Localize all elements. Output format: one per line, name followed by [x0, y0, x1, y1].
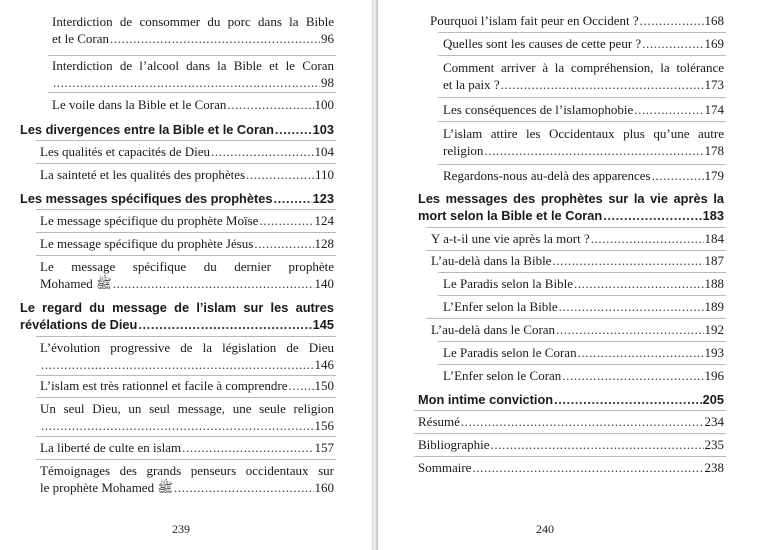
- dot-leader: [634, 102, 703, 119]
- toc-entry: [443, 60, 724, 93]
- toc-entry-text: Les divergences entre la Bible et le Coran: [20, 122, 274, 137]
- toc-entry-page: 104: [314, 144, 334, 159]
- toc-entry-cont: religion: [443, 142, 484, 158]
- toc-entry-page: 192: [704, 322, 724, 337]
- toc-entry-page: 184: [704, 231, 724, 246]
- toc-entry: [418, 414, 724, 431]
- toc-entry-page: 98: [321, 74, 334, 90]
- separator-line: [36, 459, 336, 460]
- toc-entry: [443, 368, 724, 385]
- toc-entry-text: Le message spécifique du dernier prophète: [40, 259, 334, 274]
- dot-leader: [174, 480, 313, 497]
- dot-leader: [41, 357, 314, 374]
- toc-entry-text: Comment arriver à la compréhension, la tolérance: [443, 60, 724, 75]
- toc-section-heading: [418, 190, 724, 224]
- dot-leader: [652, 168, 704, 185]
- toc-entry: [431, 253, 724, 270]
- toc-entry-page: 234: [704, 414, 724, 429]
- toc-entry-text: Interdiction de consommer du porc dans la Bible: [52, 14, 334, 29]
- toc-entry-page: 128: [314, 236, 334, 251]
- toc-entry-text: Témoignages des grands penseurs occidentaux sur: [40, 463, 334, 478]
- toc-entry: [40, 144, 334, 161]
- toc-entry: [431, 322, 724, 339]
- toc-entry-cont: Mohamed ﷺ: [40, 275, 112, 291]
- dot-leader: [491, 437, 704, 454]
- toc-entry: [40, 259, 334, 292]
- toc-entry-page: 183: [702, 208, 724, 223]
- separator-line: [48, 92, 336, 93]
- toc-section-heading: [20, 190, 334, 207]
- toc-entry-page: 150: [314, 378, 334, 393]
- toc-entry: [40, 167, 334, 184]
- toc-entry: [430, 13, 724, 30]
- separator-line: [414, 433, 726, 434]
- toc-entry-text: La sainteté et les qualités des prophètes: [40, 167, 246, 182]
- toc-entry: [443, 299, 724, 316]
- toc-entry: [443, 168, 724, 185]
- toc-entry-text: La liberté de culte en islam: [40, 440, 182, 455]
- toc-entry: [52, 14, 334, 47]
- toc-entry-text: Regardons-nous au-delà des apparences: [443, 168, 651, 183]
- toc-entry-text: Le regard du message de l’islam sur les autres: [20, 300, 334, 315]
- separator-line: [438, 364, 726, 365]
- toc-entry-text: Les messages des prophètes sur la vie après la: [418, 191, 724, 206]
- toc-entry-cont: et le Coran: [52, 30, 110, 46]
- toc-entry-page: 173: [704, 76, 724, 92]
- toc-entry: [443, 345, 724, 362]
- dot-leader: [556, 322, 703, 339]
- separator-line: [414, 456, 726, 457]
- toc-entry-text: Les messages spécifiques des prophètes: [20, 191, 273, 206]
- dot-leader: [574, 276, 704, 293]
- toc-entry-page: 187: [704, 253, 724, 268]
- left-page: [0, 0, 372, 550]
- toc-entry-page: 235: [704, 437, 724, 452]
- toc-entry-text: L’islam attire les Occidentaux plus qu’une autre: [443, 126, 724, 141]
- dot-leader: [289, 378, 314, 395]
- toc-entry-page: 178: [704, 142, 724, 158]
- dot-leader: [578, 345, 704, 362]
- toc-entry-page: 193: [704, 345, 724, 360]
- separator-line: [36, 255, 336, 256]
- separator-line: [426, 250, 726, 251]
- toc-entry-text: Bibliographie: [418, 437, 490, 452]
- separator-line: [438, 97, 726, 98]
- dot-leader: [562, 368, 703, 385]
- toc-entry-page: 238: [704, 460, 724, 475]
- dot-leader: [113, 276, 314, 293]
- toc-entry-page: 168: [704, 13, 724, 28]
- dot-leader: [472, 460, 703, 477]
- toc-entry-text: L’au-delà dans le Coran: [431, 322, 556, 337]
- toc-entry-text: Le Paradis selon la Bible: [443, 276, 573, 291]
- toc-entry-text: Les qualités et capacités de Dieu: [40, 144, 211, 159]
- page-number: 240: [536, 522, 554, 536]
- dot-leader: [246, 167, 314, 184]
- separator-line: [426, 227, 726, 228]
- toc-entry-text: L’islam est très rationnel et facile à comprendre: [40, 378, 288, 393]
- toc-entry: [52, 97, 334, 114]
- toc-entry: [40, 401, 334, 434]
- separator-line: [438, 32, 726, 33]
- toc-entry-page: 110: [314, 167, 334, 182]
- toc-entry-page: 189: [704, 299, 724, 314]
- dot-leader: [552, 253, 703, 270]
- toc-entry-page: 96: [321, 30, 334, 46]
- toc-entry-text: L’évolution progressive de la législation de Dieu: [40, 340, 334, 355]
- separator-line: [414, 410, 726, 411]
- dot-leader: [259, 213, 313, 230]
- separator-line: [438, 164, 726, 165]
- dot-leader: [211, 144, 313, 161]
- toc-entry-text: Le Paradis selon le Coran: [443, 345, 577, 360]
- toc-entry-page: 140: [314, 275, 334, 291]
- dot-leader: [53, 75, 320, 92]
- toc-entry-page: 188: [704, 276, 724, 291]
- separator-line: [36, 209, 336, 210]
- separator-line: [36, 336, 336, 337]
- separator-line: [438, 295, 726, 296]
- separator-line: [48, 55, 336, 56]
- dot-leader: [182, 440, 313, 457]
- toc-entry-text: Quelles sont les causes de cette peur ?: [443, 36, 642, 51]
- toc-entry-page: 145: [312, 317, 334, 332]
- toc-section-heading: [418, 391, 724, 408]
- toc-entry-page: 174: [704, 102, 724, 117]
- dot-leader: [110, 31, 320, 48]
- separator-line: [438, 55, 726, 56]
- separator-line: [426, 318, 726, 319]
- toc-entry: [418, 437, 724, 454]
- separator-line: [36, 163, 336, 164]
- toc-entry-text: Mon intime conviction: [418, 392, 554, 407]
- dot-leader: [501, 77, 704, 94]
- toc-entry: [40, 463, 334, 496]
- toc-entry-text: L’au-delà dans la Bible: [431, 253, 552, 268]
- toc-entry: [40, 440, 334, 457]
- separator-line: [438, 121, 726, 122]
- toc-entry-text: L’Enfer selon la Bible: [443, 299, 558, 314]
- dot-leader: [227, 97, 313, 114]
- dot-leader: [559, 299, 704, 316]
- dot-leader: [41, 418, 314, 435]
- toc-entry-text: Interdiction de l’alcool dans la Bible et le Coran: [52, 58, 334, 73]
- toc-entry-text: Pourquoi l’islam fait peur en Occident ?: [430, 13, 639, 28]
- toc-entry-page: 196: [704, 368, 724, 383]
- toc-entry-text: L’Enfer selon le Coran: [443, 368, 562, 383]
- toc-entry: [443, 126, 724, 159]
- dot-leader: [461, 414, 704, 431]
- toc-entry: [52, 58, 334, 91]
- dot-leader: [274, 190, 312, 207]
- page-number: 239: [172, 522, 190, 536]
- toc-entry: [431, 231, 724, 248]
- separator-line: [438, 272, 726, 273]
- dot-leader: [484, 143, 703, 160]
- toc-entry-page: 156: [314, 417, 334, 433]
- toc-entry-cont: révélations de Dieu: [20, 317, 138, 332]
- dot-leader: [642, 36, 703, 53]
- toc-entry: [443, 36, 724, 53]
- toc-entry: [40, 378, 334, 395]
- toc-entry-page: 205: [702, 392, 724, 407]
- toc-entry-page: 103: [312, 122, 334, 137]
- dot-leader: [603, 207, 701, 224]
- toc-entry-page: 160: [314, 479, 334, 495]
- toc-entry-text: Résumé: [418, 414, 460, 429]
- toc-entry-page: 157: [314, 440, 334, 455]
- dot-leader: [275, 121, 312, 138]
- toc-entry-page: 123: [312, 191, 334, 206]
- toc-entry-cont: et la paix ?: [443, 76, 500, 92]
- toc-section-heading: [20, 299, 334, 333]
- toc-entry: [443, 102, 724, 119]
- toc-entry-page: 100: [314, 97, 334, 112]
- toc-entry: [40, 236, 334, 253]
- separator-line: [36, 436, 336, 437]
- toc-entry-page: 179: [704, 168, 724, 183]
- separator-line: [36, 232, 336, 233]
- separator-line: [438, 341, 726, 342]
- toc-entry-text: Sommaire: [418, 460, 472, 475]
- toc-section-heading: [20, 121, 334, 138]
- toc-entry-text: Y a-t-il une vie après la mort ?: [431, 231, 590, 246]
- dot-leader: [640, 13, 704, 30]
- toc-entry: [40, 340, 334, 373]
- toc-entry-text: Le message spécifique du prophète Jésus: [40, 236, 254, 251]
- toc-entry-page: 169: [704, 36, 724, 51]
- dot-leader: [591, 231, 704, 248]
- separator-line: [36, 140, 336, 141]
- toc-entry-text: Le message spécifique du prophète Moïse: [40, 213, 259, 228]
- toc-entry: [418, 460, 724, 477]
- toc-entry-cont: le prophète Mohamed ﷺ: [40, 479, 174, 495]
- dot-leader: [138, 316, 311, 333]
- toc-entry-text: Les conséquences de l’islamophobie: [443, 102, 634, 117]
- toc-entry-page: 124: [314, 213, 334, 228]
- toc-entry-text: Un seul Dieu, un seul message, une seule religion: [40, 401, 334, 416]
- toc-entry-cont: mort selon la Bible et le Coran: [418, 208, 603, 223]
- toc-entry: [40, 213, 334, 230]
- toc-entry: [443, 276, 724, 293]
- dot-leader: [254, 236, 313, 253]
- toc-entry-text: Le voile dans la Bible et le Coran: [52, 97, 227, 112]
- toc-entry-page: 146: [314, 356, 334, 372]
- dot-leader: [554, 391, 702, 408]
- separator-line: [36, 397, 336, 398]
- separator-line: [36, 375, 336, 376]
- right-page: [378, 0, 758, 550]
